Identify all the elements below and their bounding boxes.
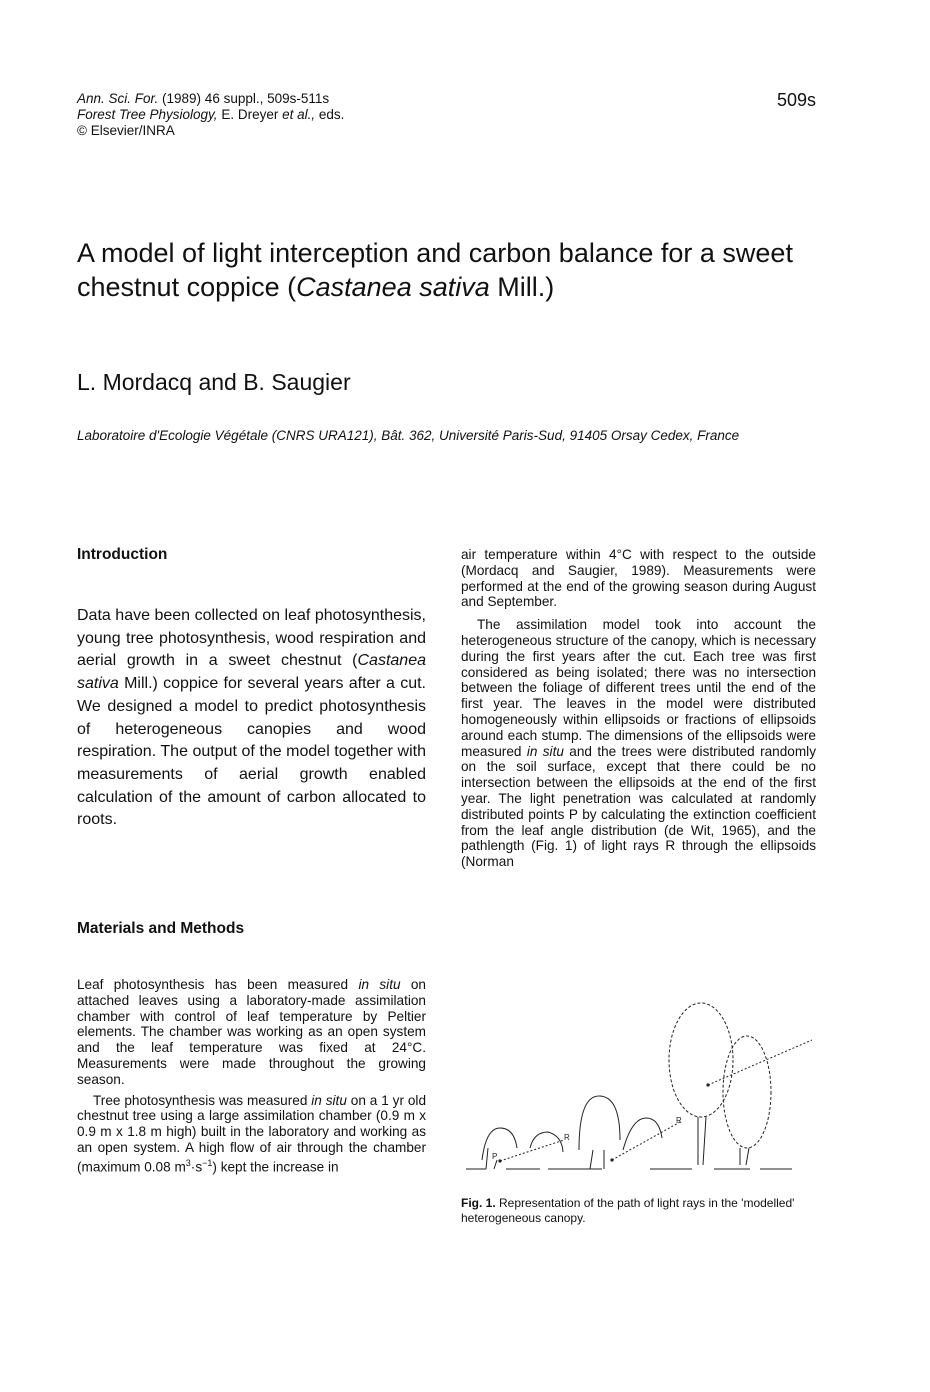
label-r: R — [564, 1133, 570, 1142]
introduction-text: Data have been collected on leaf photosynthesis, young tree photosynthesis, wood respiration and aerial growth in a sweet chestnut (Castanea sativa Mill.) coppice for several years after a cut. We designed a model to predict photosynthesis of heterogeneous canopies and wood respiration. The output of the model together with measurements of aerial growth enabled calculation of the amount of carbon allocated to roots. — [77, 607, 426, 829]
right-column-text — [461, 547, 816, 870]
right-paragraph-1: air temperature within 4°C with respect to the outside (Mordacq and Saugier, 1989). Measurements were performed at the end of the growing season during August and September. — [461, 547, 816, 610]
figure-1-canopy-diagram — [462, 1000, 822, 1180]
paper-title: A model of light interception and carbon balance for a sweet chestnut coppice (Castanea sativa Mill.) — [77, 238, 793, 302]
stems-large — [698, 1117, 749, 1165]
label-r-2: R — [676, 1116, 682, 1125]
citation-line-3: © Elsevier/INRA — [77, 123, 175, 138]
right-paragraph-2: The assimilation model took into account the heterogeneous structure of the canopy, which is necessary during the first years after the cut. Each tree was first considered as being isolated; there was no intersection between the foliage of different trees until the end of the first year. The leaves in the model were distributed homogeneously within ellipsoids or fractions of ellipsoids around each stump. The dimensions of the ellipsoids were measured in situ and the trees were distributed randomly on the soil surface, except that there could be no intersection between the ellipsoids at the end of the first year. The light penetration was calculated at randomly distributed points P by calculating the extinction coefficient from the leaf angle distribution (de Wit, 1965), and the pathlength (Fig. 1) of light rays R through the ellipsoids (Norman — [461, 617, 816, 870]
ellipsoid-large-2 — [723, 1036, 771, 1148]
methods-text — [77, 977, 426, 1175]
point-p-3 — [706, 1083, 709, 1086]
light-ray-2 — [612, 1122, 680, 1160]
crown-3 — [579, 1096, 620, 1150]
light-ray-3 — [708, 1040, 812, 1085]
methods-heading: Materials and Methods — [77, 920, 245, 937]
point-p-2 — [610, 1158, 613, 1161]
citation-line-1: Ann. Sci. For. (1989) 46 suppl., 509s-511s — [77, 91, 330, 106]
citation-line-2: Forest Tree Physiology, E. Dreyer et al., eds. — [77, 107, 345, 122]
stems-small — [486, 1148, 604, 1169]
crown-4 — [623, 1118, 662, 1150]
affiliation: Laboratoire d'Ecologie Végétale (CNRS URA121), Bât. 362, Université Paris-Sud, 91405 Orsay Cedex, France — [77, 428, 740, 443]
introduction-heading: Introduction — [77, 546, 168, 563]
methods-paragraph-1: Leaf photosynthesis has been measured in situ on attached leaves using a laboratory-made assimilation chamber with control of leaf temperature by Peltier elements. The chamber was working as an open system and the leaf temperature was fixed at 24°C. Measurements were made throughout the growing season. — [77, 977, 426, 1087]
figure-1-caption: Fig. 1. Representation of the path of light rays in the 'modelled' heterogeneous canopy. — [461, 1196, 795, 1225]
methods-paragraph-2: Tree photosynthesis was measured in situ on a 1 yr old chestnut tree using a large assimilation chamber (0.9 m x 0.9 m x 1.8 m high) built in the laboratory and working as an open system. A high flow of air through the chamber (maximum 0.08 $m^3\cdot s^{-1}$) kept the increase in — [77, 1092, 427, 1175]
citation-header — [77, 91, 344, 139]
page-number: 509s — [776, 90, 816, 110]
authors: L. Mordacq and B. Saugier — [77, 369, 351, 395]
label-p: P — [492, 1152, 498, 1161]
point-p-1 — [498, 1159, 501, 1162]
